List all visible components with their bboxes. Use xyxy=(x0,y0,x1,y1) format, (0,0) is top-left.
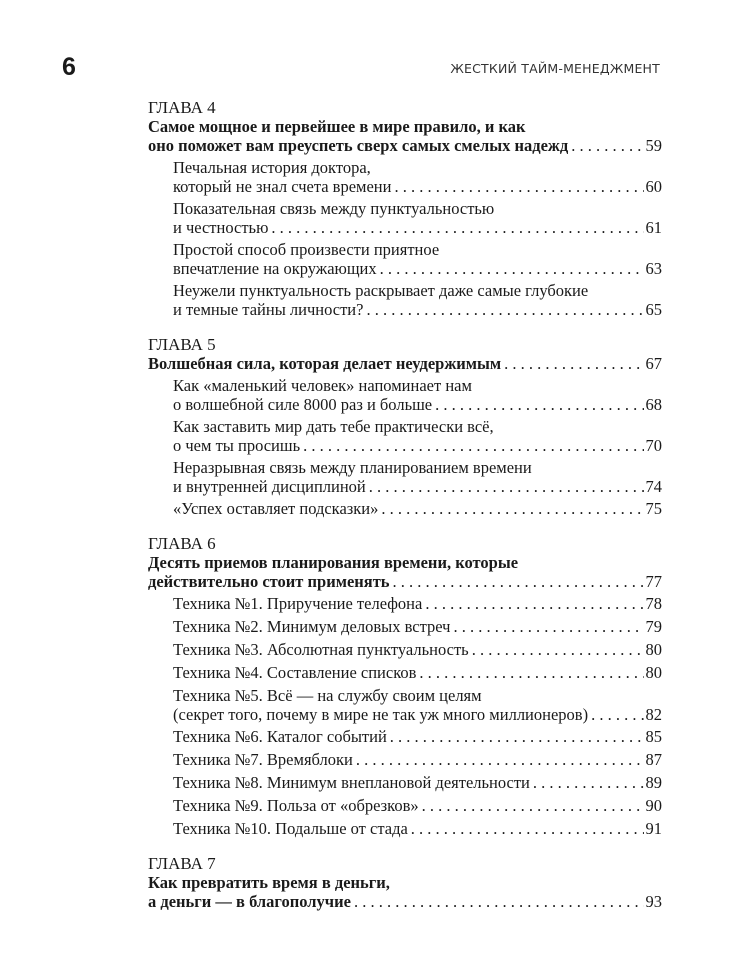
leader-dots xyxy=(387,727,644,746)
entry-line: Техника №4. Составление списков xyxy=(173,663,417,682)
entry-last-line xyxy=(173,218,662,237)
page-ref: 67 xyxy=(645,354,662,373)
table-of-contents xyxy=(148,98,662,927)
leader-dots xyxy=(366,477,644,496)
entry-last-line xyxy=(173,750,662,769)
leader-dots xyxy=(419,796,644,815)
page-ref: 85 xyxy=(645,727,662,746)
leader-dots xyxy=(300,436,643,455)
entry-line: Техника №2. Минимум деловых встреч xyxy=(173,617,451,636)
chapter-title-line: действительно стоит применять xyxy=(148,572,390,591)
entry-line: «Успех оставляет подсказки» xyxy=(173,499,379,518)
entry-last-line xyxy=(173,594,662,613)
chapter-title-line: оно поможет вам преуспеть сверх самых смелых надежд xyxy=(148,136,569,155)
chapter-title[interactable] xyxy=(148,553,662,591)
chapter-title-line: Самое мощное и первейшее в мире правило, и как xyxy=(148,117,526,136)
toc-entry[interactable] xyxy=(148,417,662,455)
toc-entry[interactable] xyxy=(148,640,662,659)
entry-last-line xyxy=(173,727,662,746)
page-ref: 59 xyxy=(645,136,662,155)
chapter-title-last-line xyxy=(148,354,662,373)
leader-dots xyxy=(530,773,644,792)
entry-line: и честностью xyxy=(173,218,269,237)
entry-line: Техника №5. Всё — на службу своим целям xyxy=(173,686,482,705)
entry-line: Техника №1. Приручение телефона xyxy=(173,594,423,613)
entry-last-line xyxy=(173,819,662,838)
page-ref: 75 xyxy=(645,499,662,518)
toc-entry[interactable] xyxy=(148,594,662,613)
leader-dots xyxy=(422,594,643,613)
chapter-title[interactable] xyxy=(148,873,662,911)
chapter-title-line: Как превратить время в деньги, xyxy=(148,873,390,892)
leader-dots xyxy=(432,395,643,414)
chapter-title-last-line xyxy=(148,572,662,591)
page-ref: 63 xyxy=(645,259,662,278)
page-ref: 74 xyxy=(645,477,662,496)
entry-last-line xyxy=(173,395,662,414)
entry-line: Техника №9. Польза от «обрезков» xyxy=(173,796,419,815)
page-ref: 78 xyxy=(645,594,662,613)
leader-dots xyxy=(408,819,644,838)
chapter-7 xyxy=(148,854,662,911)
page-ref: 89 xyxy=(645,773,662,792)
entry-line: Как «маленький человек» напоминает нам xyxy=(173,376,472,395)
entry-last-line xyxy=(173,177,662,196)
leader-dots xyxy=(390,572,644,591)
leader-dots xyxy=(377,259,644,278)
page-ref: 87 xyxy=(645,750,662,769)
chapter-title-line: а деньги — в благополучие xyxy=(148,892,351,911)
chapter-label: ГЛАВА 4 xyxy=(148,98,216,117)
entry-line: (секрет того, почему в мире не так уж много миллионеров) xyxy=(173,705,589,724)
entry-last-line xyxy=(173,300,662,319)
entry-line: Техника №7. Времяблоки xyxy=(173,750,353,769)
leader-dots xyxy=(416,663,643,682)
entry-last-line xyxy=(173,773,662,792)
entry-line: о волшебной силе 8000 раз и больше xyxy=(173,395,433,414)
leader-dots xyxy=(450,617,643,636)
entry-last-line xyxy=(173,477,662,496)
entry-line: Простой способ произвести приятное xyxy=(173,240,440,259)
chapter-label: ГЛАВА 7 xyxy=(148,854,216,873)
page-ref: 61 xyxy=(645,218,662,237)
running-head: ЖЕСТКИЙ ТАЙМ-МЕНЕДЖМЕНТ xyxy=(450,61,660,76)
entry-line: впечатление на окружающих xyxy=(173,259,377,278)
toc-entry[interactable] xyxy=(148,499,662,518)
toc-entry[interactable] xyxy=(148,686,662,724)
entry-last-line xyxy=(173,436,662,455)
entry-line: Как заставить мир дать тебе практически всё, xyxy=(173,417,494,436)
leader-dots xyxy=(568,136,643,155)
page-ref: 60 xyxy=(645,177,662,196)
page-ref: 65 xyxy=(645,300,662,319)
leader-dots xyxy=(363,300,643,319)
page-number: 6 xyxy=(62,53,76,81)
toc-entry[interactable] xyxy=(148,617,662,636)
page-ref: 82 xyxy=(645,705,662,724)
entry-line: Техника №6. Каталог событий xyxy=(173,727,387,746)
toc-entry[interactable] xyxy=(148,199,662,237)
chapter-label: ГЛАВА 5 xyxy=(148,335,216,354)
page-ref: 77 xyxy=(645,572,662,591)
toc-entry[interactable] xyxy=(148,727,662,746)
entry-line: и внутренней дисциплиной xyxy=(173,477,366,496)
entry-last-line xyxy=(173,705,662,724)
toc-entry[interactable] xyxy=(148,281,662,319)
entry-line: Печальная история доктора, xyxy=(173,158,371,177)
page-ref: 80 xyxy=(645,640,662,659)
toc-entry[interactable] xyxy=(148,376,662,414)
entry-line: Показательная связь между пунктуальностью xyxy=(173,199,495,218)
chapter-title-last-line xyxy=(148,136,662,155)
entry-last-line xyxy=(173,796,662,815)
entry-line: который не знал счета времени xyxy=(173,177,392,196)
leader-dots xyxy=(268,218,643,237)
chapter-title-last-line xyxy=(148,892,662,911)
toc-entry[interactable] xyxy=(148,750,662,769)
page-ref: 91 xyxy=(645,819,662,838)
toc-entry[interactable] xyxy=(148,796,662,815)
entry-last-line xyxy=(173,499,662,518)
page-ref: 79 xyxy=(645,617,662,636)
leader-dots xyxy=(501,354,643,373)
chapter-6 xyxy=(148,534,662,838)
leader-dots xyxy=(351,892,644,911)
page-ref: 70 xyxy=(645,436,662,455)
leader-dots xyxy=(469,640,644,659)
page-ref: 80 xyxy=(645,663,662,682)
page-ref: 93 xyxy=(645,892,662,911)
entry-line: Неразрывная связь между планированием времени xyxy=(173,458,532,477)
entry-line: Неужели пунктуальность раскрывает даже самые глубокие xyxy=(173,281,589,300)
toc-entry[interactable] xyxy=(148,458,662,496)
entry-last-line xyxy=(173,259,662,278)
page-ref: 68 xyxy=(645,395,662,414)
page-ref: 90 xyxy=(645,796,662,815)
toc-entry[interactable] xyxy=(148,158,662,196)
entry-last-line xyxy=(173,663,662,682)
entry-last-line xyxy=(173,640,662,659)
chapter-title-line: Десять приемов планирования времени, которые xyxy=(148,553,519,572)
toc-entry[interactable] xyxy=(148,819,662,838)
leader-dots xyxy=(353,750,644,769)
entry-line: о чем ты просишь xyxy=(173,436,301,455)
chapter-title[interactable] xyxy=(148,117,662,155)
chapter-title[interactable] xyxy=(148,354,662,373)
chapter-title-line: Волшебная сила, которая делает неудержимым xyxy=(148,354,502,373)
leader-dots xyxy=(588,705,643,724)
entry-line: Техника №10. Подальше от стада xyxy=(173,819,408,838)
entry-line: и темные тайны личности? xyxy=(173,300,364,319)
leader-dots xyxy=(378,499,643,518)
chapter-label: ГЛАВА 6 xyxy=(148,534,216,553)
chapter-4 xyxy=(148,98,662,319)
chapter-5 xyxy=(148,335,662,518)
toc-entry[interactable] xyxy=(148,663,662,682)
toc-entry[interactable] xyxy=(148,773,662,792)
entry-line: Техника №8. Минимум внеплановой деятельности xyxy=(173,773,530,792)
toc-entry[interactable] xyxy=(148,240,662,278)
entry-last-line xyxy=(173,617,662,636)
leader-dots xyxy=(391,177,643,196)
entry-line: Техника №3. Абсолютная пунктуальность xyxy=(173,640,469,659)
